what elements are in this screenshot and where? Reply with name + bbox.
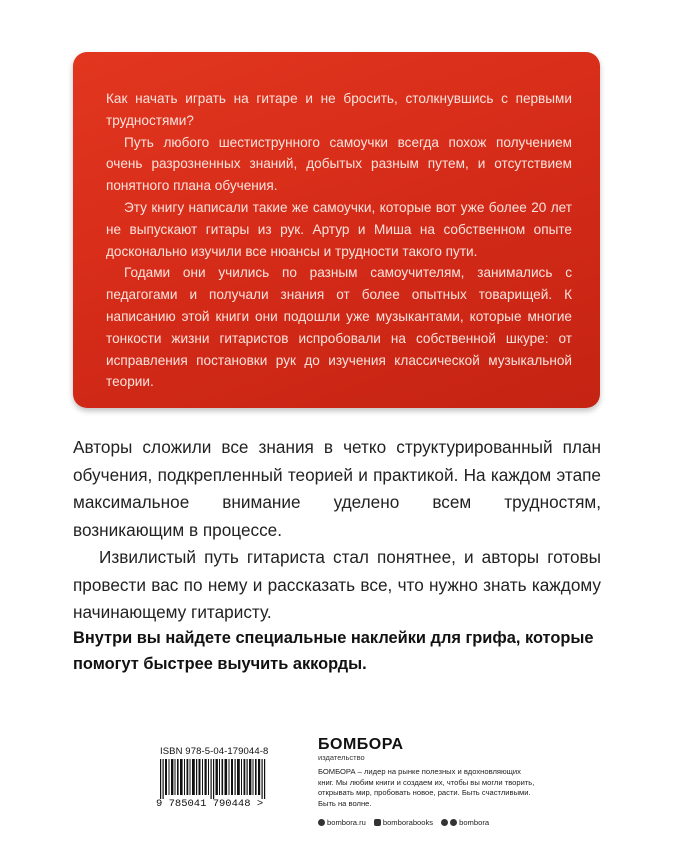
annotation-paragraph: Эту книгу написали такие же самоучки, которые вот уже более 20 лет не выпускают гитары из рук. Артур и Миша на собственном опыте досконально изучили все нюансы и трудности такого пути.: [106, 199, 572, 259]
social-website-label: bombora.ru: [327, 818, 366, 827]
ok-icon: [441, 819, 448, 826]
telegram-icon: [450, 819, 457, 826]
stickers-note: Внутри вы найдете специальные наклейки для грифа, которые помогут быстрее выучить аккорды.: [73, 629, 594, 673]
annotation-paragraph: Путь любого шестиструнного самоучки всегда похож получением очень разрозненных знаний, добытых разным путем, и отсутствием понятного плана обучения.: [106, 134, 572, 194]
publisher-subtitle: издательство: [318, 753, 365, 762]
globe-icon: [318, 819, 325, 826]
vk-icon: [374, 819, 381, 826]
publisher-logo: БОМБОРА: [318, 736, 404, 753]
social-messengers: [441, 818, 489, 827]
social-messengers-label: bombora: [459, 818, 490, 827]
annotation-paragraph: Как начать играть на гитаре и не бросить, столкнувшись с первыми трудностями?: [106, 91, 572, 128]
description-paragraph: Извилистый путь гитариста стал понятнее, и авторы готовы провести вас по нему и рассказать все, что нужно знать каждому начинающему гитаристу.: [73, 547, 601, 622]
barcode-bars: [156, 759, 274, 799]
description-text: [73, 434, 601, 627]
annotation-paragraph: Годами они учились по разным самоучителям, занимались с педагогами и получали знания от более опытных товарищей. К написанию этой книги они подошли уже музыкантами, которые многие тонкости жизни гитаристов испробовали на собственной шкуре: от исправления постановки рук до изучения классической музыкальной теории.: [106, 265, 572, 390]
annotation-text: [106, 88, 572, 393]
description-paragraph: Авторы сложили все знания в четко структурированный план обучения, подкрепленный теорией и практикой. На каждом этапе максимальное внимание уделено всем трудностям, возникающим в процессе.: [73, 437, 601, 540]
barcode-digits: 9 785041 790448 >: [156, 798, 264, 810]
isbn-label: ISBN 978-5-04-179044-8: [160, 746, 269, 757]
publisher-block: [318, 736, 538, 827]
publisher-socials: [318, 818, 538, 827]
social-website: [318, 818, 366, 827]
social-vk: [374, 818, 433, 827]
social-vk-label: bomborabooks: [382, 818, 434, 827]
barcode: [156, 746, 274, 808]
publisher-description: БОМБОРА – лидер на рынке полезных и вдохновляющих книг. Мы любим книги и создаем их, чтобы вы могли творить, открывать мир, пробовать новое, расти. Быть счастливыми. Быть на волне.: [318, 767, 535, 808]
